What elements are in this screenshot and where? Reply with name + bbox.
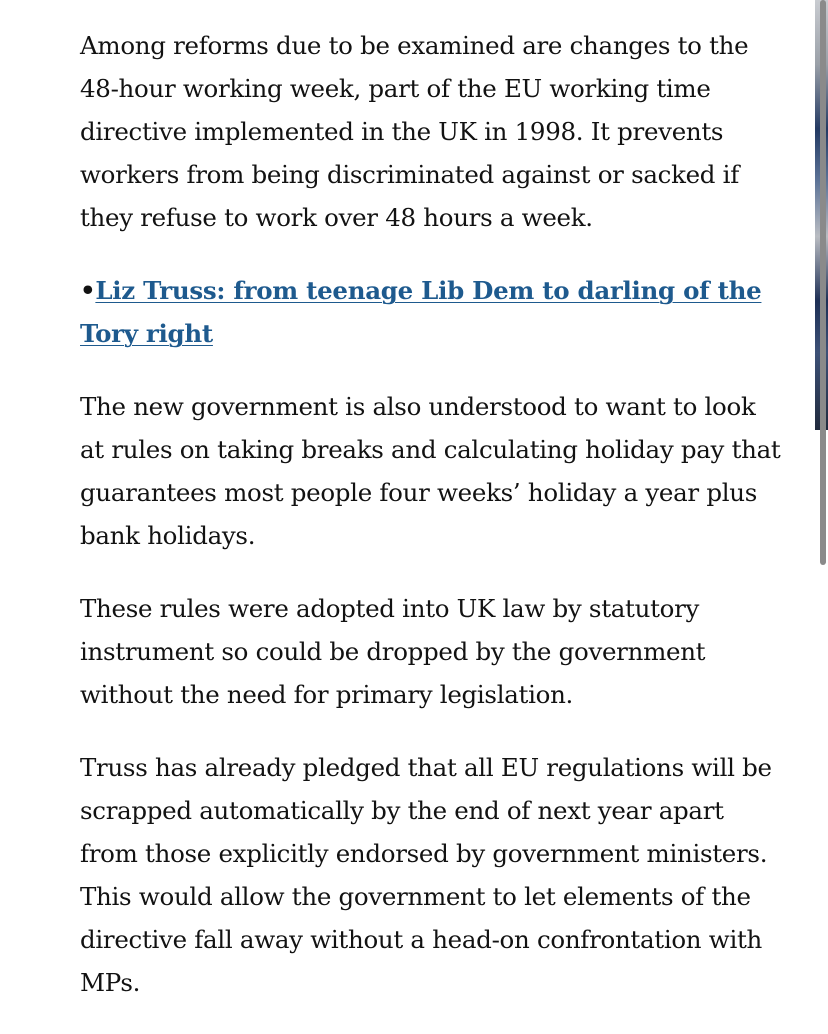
related-story [80,269,785,355]
scrollbar-thumb[interactable] [820,0,826,565]
article-body [80,24,785,1034]
bullet: • [80,276,96,305]
article-paragraph: Truss has already pledged that all EU regulations will be scrapped automatically by the end of next year apart from those explicitly endorsed by government ministers. This would allow the government to let elements of the directive fall away without a head-on confrontation with MPs. [80,753,772,997]
related-story-link[interactable]: Liz Truss: from teenage Lib Dem to darling of the Tory right [80,276,762,348]
article-paragraph: Among reforms due to be examined are changes to the 48-hour working week, part of the EU working time directive implemented in the UK in 1998. It prevents workers from being discriminated against or sacked if they refuse to work over 48 hours a week. [80,31,749,232]
article-paragraph: These rules were adopted into UK law by statutory instrument so could be dropped by the government without the need for primary legislation. [80,594,706,709]
article-paragraph: The new government is also understood to want to look at rules on taking breaks and calculating holiday pay that guarantees most people four weeks’ holiday a year plus bank holidays. [80,392,781,550]
